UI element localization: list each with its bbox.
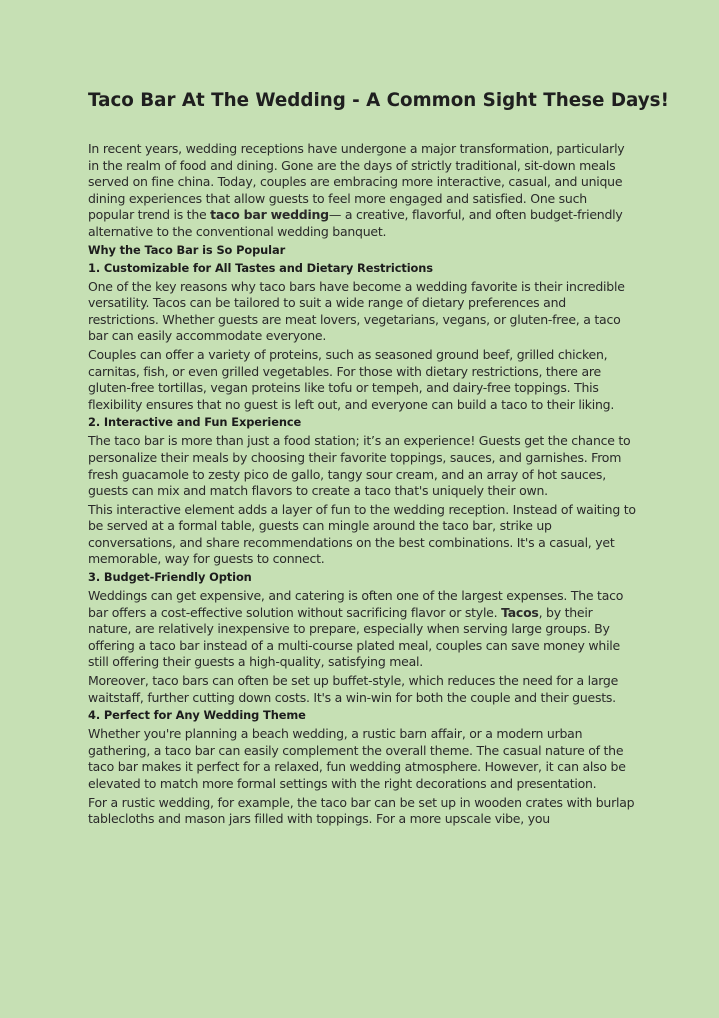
document-page: [88, 88, 669, 828]
paragraph: For a rustic wedding, for example, the taco bar can be set up in wooden crates with burlap tablecloths and mason jars filled with toppings. For a more upscale vibe, you: [88, 794, 635, 827]
paragraph-text-end: , by their nature, are relatively inexpensive to prepare, especially when serving large groups. By offering a taco bar instead of a multi-course plated meal, couples can save money while still offering their guests a high-quality, satisfying meal.: [88, 604, 620, 670]
paragraph: This interactive element adds a layer of fun to the wedding reception. Instead of waiting to be served at a formal table, guests can mingle around the taco bar, strike up conversations, and share recommendations on the best combinations. It's a casual, yet memorable, way for guests to connect.: [88, 501, 636, 567]
tacos-bold-text: Tacos: [501, 604, 539, 620]
subheading-interactive: 2. Interactive and Fun Experience: [88, 415, 302, 430]
paragraph: Whether you're planning a beach wedding, a rustic barn affair, or a modern urban gathering, a taco bar can easily complement the overall theme. The casual nature of the taco bar makes it perfect for a relaxed, fun wedding atmosphere. However, it can also be elevated to match more formal settings with the right decorations and presentation.: [88, 726, 626, 791]
paragraph: One of the key reasons why taco bars have become a wedding favorite is their incredible versatility. Tacos can be tailored to suit a wide range of dietary preferences and restrictions. Whether guests are meat lovers, vegetarians, vegans, or gluten-free, a taco bar can easily accommodate everyone.: [88, 278, 625, 344]
paragraph: The taco bar is more than just a food station; it’s an experience! Guests get the chance to personalize their meals by choosing their favorite toppings, sauces, and garnishes. From fresh guacamole to zesty pico de gallo, tangy sour cream, and an array of hot sauces, guests can mix and match flavors to create a taco that's uniquely their own.: [88, 433, 631, 499]
section-heading: Why the Taco Bar is So Popular: [88, 242, 286, 257]
intro-text-end: — a creative, flavorful, and often budget-friendly alternative to the conventional wedding banquet.: [88, 207, 623, 239]
paragraph: Moreover, taco bars can often be set up buffet-style, which reduces the need for a large waitstaff, further cutting down costs. It's a win-win for both the couple and their guests.: [88, 673, 619, 705]
paragraph: Couples can offer a variety of proteins, such as seasoned ground beef, grilled chicken, carnitas, fish, or even grilled vegetables. For those with dietary restrictions, there are gluten-free tortillas, vegan proteins like tofu or tempeh, and dairy-free toppings. This flexibility ensures that no guest is left out, and everyone can build a taco to their liking.: [88, 346, 615, 412]
subheading-customizable: 1. Customizable for All Tastes and Dietary Restrictions: [88, 260, 433, 275]
intro-paragraph: [88, 141, 636, 241]
paragraph-text: Weddings can get expensive, and catering is often one of the largest expenses. The taco bar offers a cost-effective solution without sacrificing flavor or style.: [88, 588, 624, 620]
intro-bold-text: taco bar wedding: [210, 207, 329, 223]
subheading-budget: 3. Budget-Friendly Option: [88, 570, 252, 585]
page-title: Taco Bar At The Wedding - A Common Sight These Days!: [88, 90, 669, 111]
subheading-theme: 4. Perfect for Any Wedding Theme: [88, 708, 306, 723]
paragraph: [88, 588, 636, 671]
intro-text: In recent years, wedding receptions have undergone a major transformation, particularly in the realm of food and dining. Gone are the days of strictly traditional, sit-down meals served on fine china. Today, couples are embracing more interactive, casual, and unique dining experiences that allow guests to feel more engaged and satisfied. One such popular trend is the: [88, 141, 625, 223]
